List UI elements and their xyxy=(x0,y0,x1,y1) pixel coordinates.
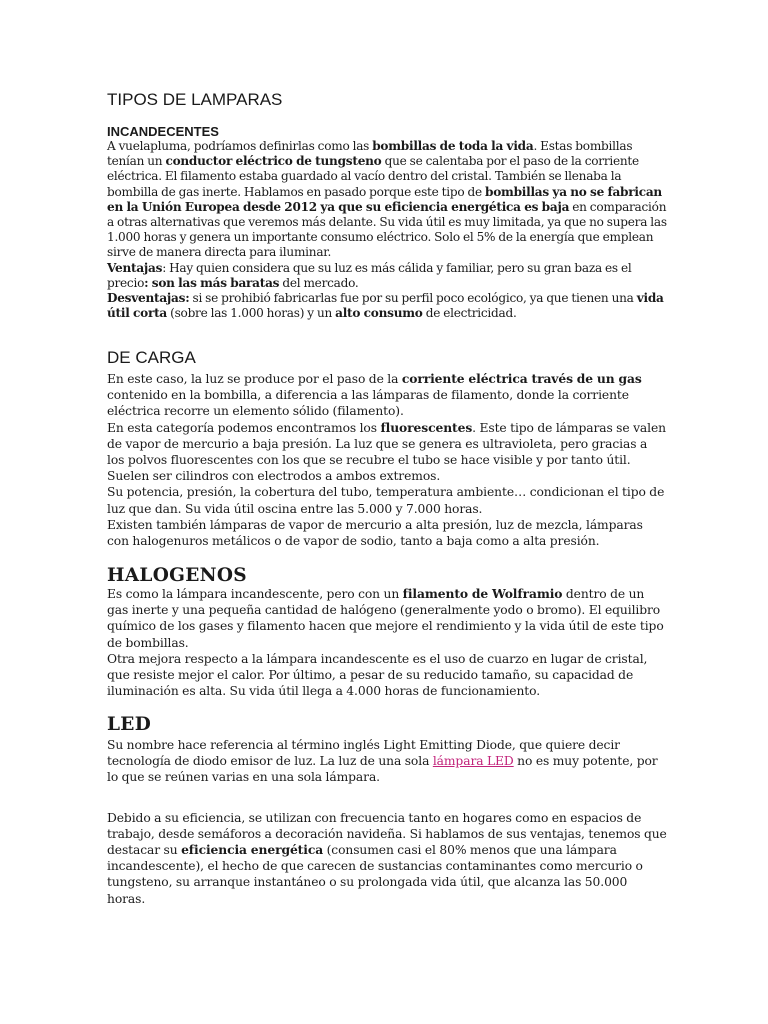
text-run: Su nombre hace referencia al término inglés Light Emitting Diode, que quiere decir tecnología de diodo emisor de luz. La luz de una sola xyxy=(107,738,620,769)
bold-text: alto consumo xyxy=(335,306,423,321)
section-incandescentes xyxy=(107,139,667,321)
text-run: Es como la lámpara incandescente, pero con un xyxy=(107,587,403,601)
bold-text: fluorescentes xyxy=(380,419,473,435)
paragraph xyxy=(107,291,667,321)
paragraph xyxy=(107,139,667,261)
section-halogenos xyxy=(107,586,667,699)
text-run: de electricidad. xyxy=(422,306,517,321)
bold-text: conductor eléctrico de tungsteno xyxy=(165,154,382,169)
bold-text: corriente eléctrica través de un gas xyxy=(401,371,642,386)
heading-incandescentes: INCANDECENTES xyxy=(107,124,219,139)
paragraph xyxy=(107,651,667,700)
text-run: contenido en la bombilla, a diferencia a las lámparas de filamento, donde la corriente eléctrica recorre un elemento sólido (filamento). xyxy=(107,388,629,419)
text-run: del mercado. xyxy=(279,275,359,290)
section-de-carga xyxy=(107,371,667,549)
heading-led: LED xyxy=(107,714,152,735)
bold-text: eficiencia energética xyxy=(181,842,324,858)
lampara-led-link[interactable]: lámpara LED xyxy=(432,754,514,769)
text-run: dentro de un gas inerte y una pequeña cantidad de halógeno (generalmente yodo o bromo). El equilibro químico de los gases y filamento hacen que mejore el rendimiento y la vida útil de este tipo de bombillas. xyxy=(107,587,664,650)
text-run: que se calentaba por el paso de la corriente eléctrica. El filamento estaba guardado al vacío dentro del cristal. También se llenaba la bombilla de gas inerte. Hablamos en pasado porque este tipo de xyxy=(107,154,639,199)
text-run: Existen también lámparas de vapor de mercurio a alta presión, luz de mezcla, lámparas con halogenuros metálicos o de vapor de sodio, tanto a baja como a alta presión. xyxy=(107,517,643,549)
bold-text: filamento de Wolframio xyxy=(402,586,563,601)
text-run: Su potencia, presión, la cobertura del tubo, temperatura ambiente… condicionan el tipo de luz que dan. Su vida útil oscina entre las 5.000 y 7.000 horas. xyxy=(107,485,665,516)
heading-halogenos: HALOGENOS xyxy=(107,565,247,586)
text-run: : Hay quien considera que su luz es más cálida y familiar, pero su gran baza es el precio xyxy=(107,260,632,290)
text-run: (consumen casi el 80% menos que una lámpara incandescente), el hecho de que carecen de sustancias contaminantes como mercurio o tungsteno, su arranque instantáneo o su prolongada vida útil, que alcanza las 50.000 horas. xyxy=(107,843,643,906)
bold-text: Ventajas xyxy=(107,260,163,275)
text-run: En esta categoría podemos encontramos los xyxy=(107,420,381,435)
bold-text: Desventajas: xyxy=(107,291,190,306)
text-run: no es muy potente, por lo que se reúnen varias en una sola lámpara. xyxy=(107,754,658,785)
paragraph xyxy=(107,737,667,786)
paragraph xyxy=(107,371,667,420)
text-run: A vuelapluma, podríamos definirlas como las xyxy=(107,139,373,153)
text-run: si se prohibió fabricarlas fue por su perfil poco ecológico, ya que tienen una xyxy=(189,291,637,306)
text-run: Otra mejora respecto a la lámpara incandescente es el uso de cuarzo en lugar de cristal, que resiste mejor el calor. Por último, a pesar de su reducido tamaño, su capacidad de iluminación es alta. Su vida útil llega a 4.000 horas de funcionamiento. xyxy=(107,651,648,699)
paragraph xyxy=(107,420,667,485)
paragraph xyxy=(107,261,667,291)
bold-text: bombillas ya no se fabrican en la Unión Europea desde 2012 ya que su eficiencia energética es baja xyxy=(107,184,662,214)
bold-text: bombillas de toda la vida xyxy=(372,139,534,153)
text-run: En este caso, la luz se produce por el paso de la xyxy=(107,372,402,386)
heading-de-carga: DE CARGA xyxy=(107,348,196,367)
text-run: . Estas bombillas tenían un xyxy=(107,139,633,169)
paragraph xyxy=(107,517,667,549)
page-title: TIPOS DE LAMPARAS xyxy=(107,90,283,109)
text-run: . Este tipo de lámparas se valen de vapor de mercurio a baja presión. La luz que se genera es ultravioleta, pero gracias a los polvos fluorescentes con los que se recubre el tubo se hace visible y por tanto útil. Suelen ser cilindros con electrodos a ambos extremos. xyxy=(107,420,666,484)
text-run: Debido a su eficiencia, se utilizan con frecuencia tanto en hogares como en espacios de trabajo, desde semáforos a decoración navideña. Si hablamos de sus ventajas, tenemos que destacar su xyxy=(107,810,667,858)
text-run: en comparación a otras alternativas que veremos más delante. Su vida útil es muy limitada, ya que no supera las 1.000 horas y genera un importante consumo eléctrico. Solo el 5% de la energía que emplean sirve de manera directa para iluminar. xyxy=(107,199,667,260)
section-led xyxy=(107,737,667,907)
bold-text: vida útil corta xyxy=(107,291,664,321)
paragraph xyxy=(107,810,667,907)
text-run: (sobre las 1.000 horas) y un xyxy=(167,306,336,321)
paragraph xyxy=(107,586,667,651)
paragraph xyxy=(107,484,667,516)
bold-text: : son las más baratas xyxy=(144,275,280,290)
